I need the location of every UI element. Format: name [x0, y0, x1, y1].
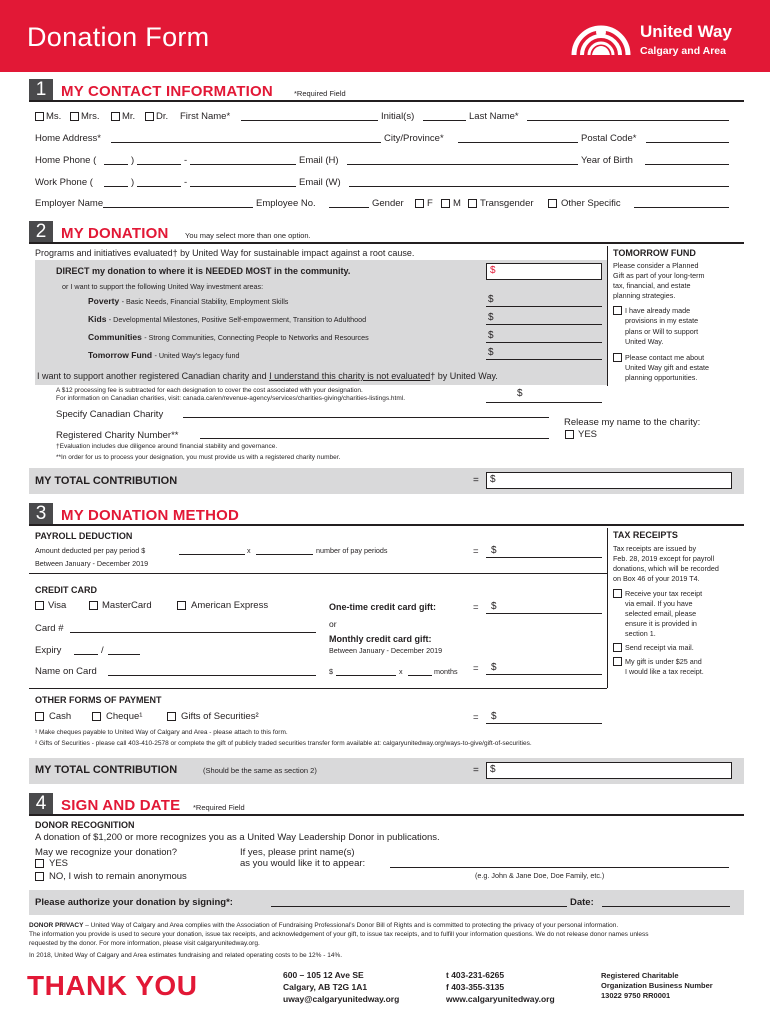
tax-cb1-5: section 1.	[625, 629, 656, 638]
tax-text-3: donations, which will be recorded	[613, 564, 719, 573]
amex-label: American Express	[191, 600, 269, 611]
poverty-row	[88, 296, 288, 306]
or-investment-areas: or I want to support the following United Way investment areas:	[62, 282, 264, 291]
telephone: t 403-231-6265	[446, 970, 505, 980]
work-phone-area-field[interactable]	[104, 186, 128, 187]
date-field[interactable]	[602, 906, 730, 907]
employer-field[interactable]	[103, 207, 253, 208]
tax-receipts-heading: TAX RECEIPTS	[613, 530, 678, 540]
employer-label: Employer Name	[35, 198, 104, 209]
cheque-footnote: ¹ Make cheques payable to United Way of Calgary and Area - please attach to this form.	[35, 729, 288, 736]
tax-under-25-checkbox[interactable]	[613, 657, 622, 666]
recognition-example: (e.g. John & Jane Doe, Doe Family, etc.)	[475, 871, 605, 880]
amex-checkbox[interactable]	[177, 601, 186, 610]
pay-periods-label: number of pay periods	[316, 546, 388, 555]
employee-no-field[interactable]	[329, 207, 369, 208]
section-3-total-label: MY TOTAL CONTRIBUTION	[35, 764, 178, 776]
work-phone-line-field[interactable]	[190, 186, 296, 187]
other-charity-amount-field[interactable]	[486, 402, 602, 403]
other-payment-amount-field[interactable]	[486, 723, 602, 724]
email-address[interactable]: uway@calgaryunitedway.org	[283, 994, 400, 1004]
work-phone-label: Work Phone (	[35, 177, 93, 188]
evaluation-footnote: †Evaluation includes due diligence around financial stability and governance.	[56, 443, 278, 450]
donor-recognition-heading: DONOR RECOGNITION	[35, 820, 135, 830]
tomorrow-fund-label: Tomorrow Fund	[88, 350, 153, 360]
gender-transgender-checkbox[interactable]	[468, 199, 477, 208]
monthly-equals: =	[473, 663, 479, 674]
tomorrow-fund-row	[88, 350, 240, 360]
home-phone-dash: -	[184, 155, 188, 166]
tax-cb3-1: My gift is under $25 and	[625, 657, 702, 666]
tf-cb1-4: United Way.	[625, 337, 664, 346]
other-payment-heading: OTHER FORMS OF PAYMENT	[35, 695, 162, 705]
header-banner	[0, 0, 770, 72]
recognize-no-label: NO, I wish to remain anonymous	[49, 871, 187, 882]
other-charity-statement	[37, 371, 498, 381]
fax: f 403-355-3135	[446, 982, 505, 992]
initials-label: Initial(s)	[381, 111, 415, 122]
home-phone-paren: )	[131, 155, 135, 166]
section-2-title: MY DONATION	[61, 225, 169, 242]
gender-m-checkbox[interactable]	[441, 199, 450, 208]
initials-field[interactable]	[423, 120, 466, 121]
section-3-number: 3	[29, 503, 53, 525]
website[interactable]: www.calgaryunitedway.org	[446, 994, 555, 1004]
year-of-birth-field[interactable]	[645, 164, 729, 165]
securities-label: Gifts of Securities²	[181, 711, 259, 722]
tf-estate-provisions-checkbox[interactable]	[613, 306, 622, 315]
or-label: or	[329, 619, 337, 629]
securities-footnote: ² Gifts of Securities - please call 403-410-2578 or complete the gift of publicly traded securities transfer form available at: calgaryunitedway.org/ways-to-give/gift-of-securities.	[35, 740, 532, 747]
gender-other-checkbox[interactable]	[548, 199, 557, 208]
section-4-title: SIGN AND DATE	[61, 797, 181, 814]
leadership-donor-text: A donation of $1,200 or more recognizes you as a United Way Leadership Donor in publications.	[35, 832, 440, 843]
registration-number: 13022 9750 RR0001	[601, 991, 671, 1000]
title-mr-checkbox[interactable]	[111, 112, 120, 121]
section-2-number: 2	[29, 221, 53, 243]
last-name-field[interactable]	[527, 120, 729, 121]
mastercard-checkbox[interactable]	[89, 601, 98, 610]
one-time-amount-field[interactable]	[486, 613, 602, 614]
date-label: Date:	[570, 897, 594, 908]
print-name-label-2: as you would like it to appear:	[240, 858, 366, 869]
tf-text-1: Please consider a Planned	[613, 261, 699, 270]
section-2-rule	[29, 242, 744, 244]
work-phone-paren: )	[131, 177, 135, 188]
tax-cb2: Send receipt via mail.	[625, 643, 694, 652]
expiry-year-field[interactable]	[108, 654, 140, 655]
one-time-dollar: $	[491, 601, 497, 612]
section-3-total-field[interactable]	[486, 762, 732, 779]
title-dr-checkbox[interactable]	[145, 112, 154, 121]
section-1-rule	[29, 100, 744, 102]
needed-most-dollar: $	[490, 265, 496, 276]
employee-no-label: Employee No.	[256, 198, 316, 209]
tax-text-4: on Box 46 of your 2019 T4.	[613, 574, 700, 583]
tf-cb1-2: provisions in my estate	[625, 316, 699, 325]
tax-cb1-4: ensure it is provided in	[625, 619, 697, 628]
gender-other-field[interactable]	[634, 207, 729, 208]
home-phone-prefix-field[interactable]	[137, 164, 181, 165]
charity-post: † by United Way.	[430, 371, 498, 381]
payroll-equals: =	[473, 546, 479, 557]
privacy-text-1: – United Way of Calgary and Area complies with the Association of Fundraising Professional’s Donor Bill of Rights and is committed to protecting the privacy of your personal information.	[83, 922, 619, 929]
tomorrow-fund-amount-field[interactable]	[486, 359, 602, 360]
securities-checkbox[interactable]	[167, 712, 176, 721]
first-name-label: First Name*	[180, 111, 231, 122]
title-mrs-checkbox[interactable]	[70, 112, 79, 121]
title-ms-label: Ms.	[46, 111, 62, 122]
registration-line-2: Organization Business Number	[601, 981, 713, 990]
kids-row	[88, 314, 366, 324]
name-on-card-label: Name on Card	[35, 666, 97, 677]
section-2-total-dollar: $	[490, 474, 496, 485]
privacy-heading: DONOR PRIVACY	[29, 922, 84, 929]
home-address-field[interactable]	[111, 142, 381, 143]
tf-cb2-3: planning opportunities.	[625, 373, 698, 382]
thank-you-text: THANK YOU	[27, 970, 198, 1001]
required-note: *Required Field	[294, 89, 346, 98]
tf-cb2-2: United Way gift and estate	[625, 363, 710, 372]
needed-most-amount-field[interactable]	[486, 263, 602, 280]
cash-checkbox[interactable]	[35, 712, 44, 721]
direct-needed-most-label: DIRECT my donation to where it is NEEDED MOST in the community.	[56, 266, 351, 276]
title-dr-label: Dr.	[156, 111, 169, 122]
section-4-number: 4	[29, 793, 53, 815]
communities-amount-field[interactable]	[486, 342, 602, 343]
first-name-field[interactable]	[241, 120, 378, 121]
release-name-label: Release my name to the charity:	[564, 417, 701, 428]
recognize-question: May we recognize your donation?	[35, 847, 178, 858]
tf-text-4: planning strategies.	[613, 291, 676, 300]
year-of-birth-label: Year of Birth	[581, 155, 633, 166]
tax-receipts-divider	[607, 528, 608, 688]
payroll-divider	[29, 573, 607, 574]
communities-label: Communities	[88, 332, 142, 342]
title-mrs-label: Mrs.	[81, 111, 100, 122]
section-1-title: MY CONTACT INFORMATION	[61, 83, 273, 100]
home-phone-line-field[interactable]	[190, 164, 296, 165]
last-name-label: Last Name*	[469, 111, 519, 122]
monthly-times: x	[399, 667, 403, 676]
city-label: City/Province*	[384, 133, 444, 144]
monthly-total-field[interactable]	[486, 674, 602, 675]
kids-dollar: $	[488, 312, 494, 323]
tf-text-3: tax, financial, and estate	[613, 281, 691, 290]
communities-dollar: $	[488, 330, 494, 341]
charity-number-label: Registered Charity Number**	[56, 430, 179, 441]
poverty-label: Poverty	[88, 296, 120, 306]
gender-f-checkbox[interactable]	[415, 199, 424, 208]
months-label: months	[434, 667, 458, 676]
tax-cb1-1: Receive your tax receipt	[625, 589, 703, 598]
united-way-logo-icon	[570, 15, 632, 59]
gender-other-label: Other Specific	[561, 198, 621, 209]
gender-m-label: M	[453, 198, 461, 209]
tf-contact-me-checkbox[interactable]	[613, 353, 622, 362]
org-subtitle: Calgary and Area	[640, 45, 726, 57]
email-w-label: Email (W)	[299, 177, 341, 188]
section-2-note: You may select more than one option.	[185, 231, 311, 240]
payroll-amount-field[interactable]	[179, 554, 245, 555]
tomorrow-fund-desc: - United Way’s legacy fund	[154, 351, 240, 360]
tomorrow-fund-heading: TOMORROW FUND	[613, 248, 696, 258]
expiry-label: Expiry	[35, 645, 62, 656]
monthly-dollar-prefix: $	[329, 667, 333, 676]
privacy-line-1	[29, 922, 618, 929]
pay-periods-field[interactable]	[256, 554, 313, 555]
other-payment-dollar: $	[491, 711, 497, 722]
tax-email-checkbox[interactable]	[613, 589, 622, 598]
recognize-yes-label: YES	[49, 858, 69, 869]
home-phone-label: Home Phone (	[35, 155, 97, 166]
poverty-dollar: $	[488, 294, 494, 305]
gender-transgender-label: Transgender	[480, 198, 534, 209]
signature-label: Please authorize your donation by signing*:	[35, 897, 233, 908]
months-field[interactable]	[408, 675, 432, 676]
tomorrow-fund-divider	[607, 246, 608, 386]
monthly-between: Between January - December 2019	[329, 646, 443, 655]
tf-cb2-1: Please contact me about	[625, 353, 705, 362]
mastercard-label: MasterCard	[102, 600, 152, 611]
release-yes-label: YES	[578, 429, 598, 440]
address-line-1: 600 – 105 12 Ave SE	[283, 970, 364, 980]
payroll-dollar: $	[491, 545, 497, 556]
communities-desc: - Strong Communities, Connecting People to Networks and Resources	[144, 333, 369, 342]
gender-f-label: F	[427, 198, 433, 209]
recognition-name-field[interactable]	[390, 867, 729, 868]
registration-line-1: Registered Charitable	[601, 971, 679, 980]
work-phone-dash: -	[184, 177, 188, 188]
email-h-label: Email (H)	[299, 155, 339, 166]
home-address-label: Home Address*	[35, 133, 102, 144]
poverty-desc: - Basic Needs, Financial Stability, Employment Skills	[121, 297, 289, 306]
tax-text-2: Feb. 28, 2019 except for payroll	[613, 554, 715, 563]
tf-text-2: Gift as part of your long-term	[613, 271, 705, 280]
section-2-total-equals: =	[473, 475, 479, 486]
cheque-checkbox[interactable]	[92, 712, 101, 721]
credit-divider	[29, 688, 607, 689]
work-phone-prefix-field[interactable]	[137, 186, 181, 187]
kids-amount-field[interactable]	[486, 324, 602, 325]
privacy-line-2: The information you provide is used to secure your donation, issue tax receipts, and acknowledgement of your gift, to issue tax receipts, and to fulfill your information questions. We do not release donor names unless	[29, 931, 649, 938]
payroll-total-field[interactable]	[486, 557, 602, 558]
privacy-line-3: requested by the donor. For more information, please visit calgaryunitedway.org.	[29, 940, 260, 947]
other-payment-equals: =	[473, 712, 479, 723]
print-name-label-1: If yes, please print name(s)	[240, 847, 355, 858]
tax-cb3-2: I would like a tax receipt.	[625, 667, 704, 676]
tomorrow-fund-dollar: $	[488, 347, 494, 358]
monthly-amount-field[interactable]	[336, 675, 396, 676]
payroll-times: x	[247, 546, 251, 555]
tf-cb1-3: plans or Will to support	[625, 327, 699, 336]
card-number-field[interactable]	[70, 632, 316, 633]
signature-field[interactable]	[271, 906, 567, 907]
visa-checkbox[interactable]	[35, 601, 44, 610]
card-number-label: Card #	[35, 623, 64, 634]
tax-cb1-2: via email. If you have	[625, 599, 693, 608]
title-ms-checkbox[interactable]	[35, 112, 44, 121]
section-3-total-equals: =	[473, 765, 479, 776]
other-charity-dollar: $	[517, 388, 523, 399]
section-3-total-note: (Should be the same as section 2)	[203, 766, 317, 775]
form-title: Donation Form	[27, 22, 210, 52]
specify-charity-field[interactable]	[183, 417, 549, 418]
charity-understand: I understand this charity is not evaluated	[269, 371, 431, 381]
section-3-total-dollar: $	[490, 764, 496, 775]
city-field[interactable]	[458, 142, 578, 143]
payroll-between: Between January - December 2019	[35, 559, 149, 568]
section-3-title: MY DONATION METHOD	[61, 507, 240, 524]
charity-number-footnote: **In order for us to process your designation, you must provide us with a registered charity number.	[56, 454, 341, 461]
communities-row	[88, 332, 369, 342]
cash-label: Cash	[49, 711, 72, 722]
tax-text-1: Tax receipts are issued by	[613, 544, 697, 553]
operating-costs-note: In 2018, United Way of Calgary and Area estimates fundraising and related operating costs to be 12% - 14%.	[29, 952, 343, 959]
payroll-heading: PAYROLL DEDUCTION	[35, 531, 133, 541]
name-on-card-field[interactable]	[108, 675, 316, 676]
recognize-no-checkbox[interactable]	[35, 872, 44, 881]
cheque-label: Cheque¹	[106, 711, 143, 722]
postal-code-label: Postal Code*	[581, 133, 637, 144]
org-name: United Way	[640, 22, 732, 41]
tax-mail-checkbox[interactable]	[613, 643, 622, 652]
postal-code-field[interactable]	[646, 142, 729, 143]
expiry-month-field[interactable]	[74, 654, 98, 655]
fee-note: A $12 processing fee is subtracted for each designation to cover the cost associated with your designation.	[56, 387, 363, 394]
email-w-field[interactable]	[349, 186, 729, 187]
kids-desc: - Developmental Milestones, Positive Self-empowerment, Transition to Adulthood	[108, 315, 367, 324]
charity-listing-note: For information on Canadian charities, visit: canada.ca/en/revenue-agency/services/charities-giving/charities-listings.html.	[56, 395, 405, 402]
section-4-required-note: *Required Field	[193, 803, 245, 812]
section-3-rule	[29, 524, 744, 526]
specify-charity-label: Specify Canadian Charity	[56, 409, 164, 420]
programs-intro: Programs and initiatives evaluated† by United Way for sustainable impact against a root cause.	[35, 248, 415, 258]
payroll-amount-label: Amount deducted per pay period $	[35, 546, 146, 555]
poverty-amount-field[interactable]	[486, 306, 602, 307]
section-2-total-label: MY TOTAL CONTRIBUTION	[35, 475, 178, 487]
credit-card-heading: CREDIT CARD	[35, 585, 97, 595]
tf-cb1-1: I have already made	[625, 306, 691, 315]
section-4-rule	[29, 814, 744, 816]
title-mr-label: Mr.	[122, 111, 136, 122]
gender-label: Gender	[372, 198, 404, 209]
visa-label: Visa	[48, 600, 67, 611]
one-time-equals: =	[473, 602, 479, 613]
tax-cb1-3: selected email, please	[625, 609, 697, 618]
expiry-slash: /	[101, 645, 104, 656]
recognize-yes-checkbox[interactable]	[35, 859, 44, 868]
release-yes-checkbox[interactable]	[565, 430, 574, 439]
section-2-total-field[interactable]	[486, 472, 732, 489]
kids-label: Kids	[88, 314, 107, 324]
home-phone-area-field[interactable]	[104, 164, 128, 165]
section-1-number: 1	[29, 79, 53, 101]
one-time-gift-label: One-time credit card gift:	[329, 602, 437, 612]
address-line-2: Calgary, AB T2G 1A1	[283, 982, 368, 992]
email-h-field[interactable]	[347, 164, 578, 165]
charity-number-field[interactable]	[200, 438, 549, 439]
monthly-gift-label: Monthly credit card gift:	[329, 634, 432, 644]
charity-pre: I want to support another registered Canadian charity and	[37, 371, 267, 381]
monthly-dollar: $	[491, 662, 497, 673]
